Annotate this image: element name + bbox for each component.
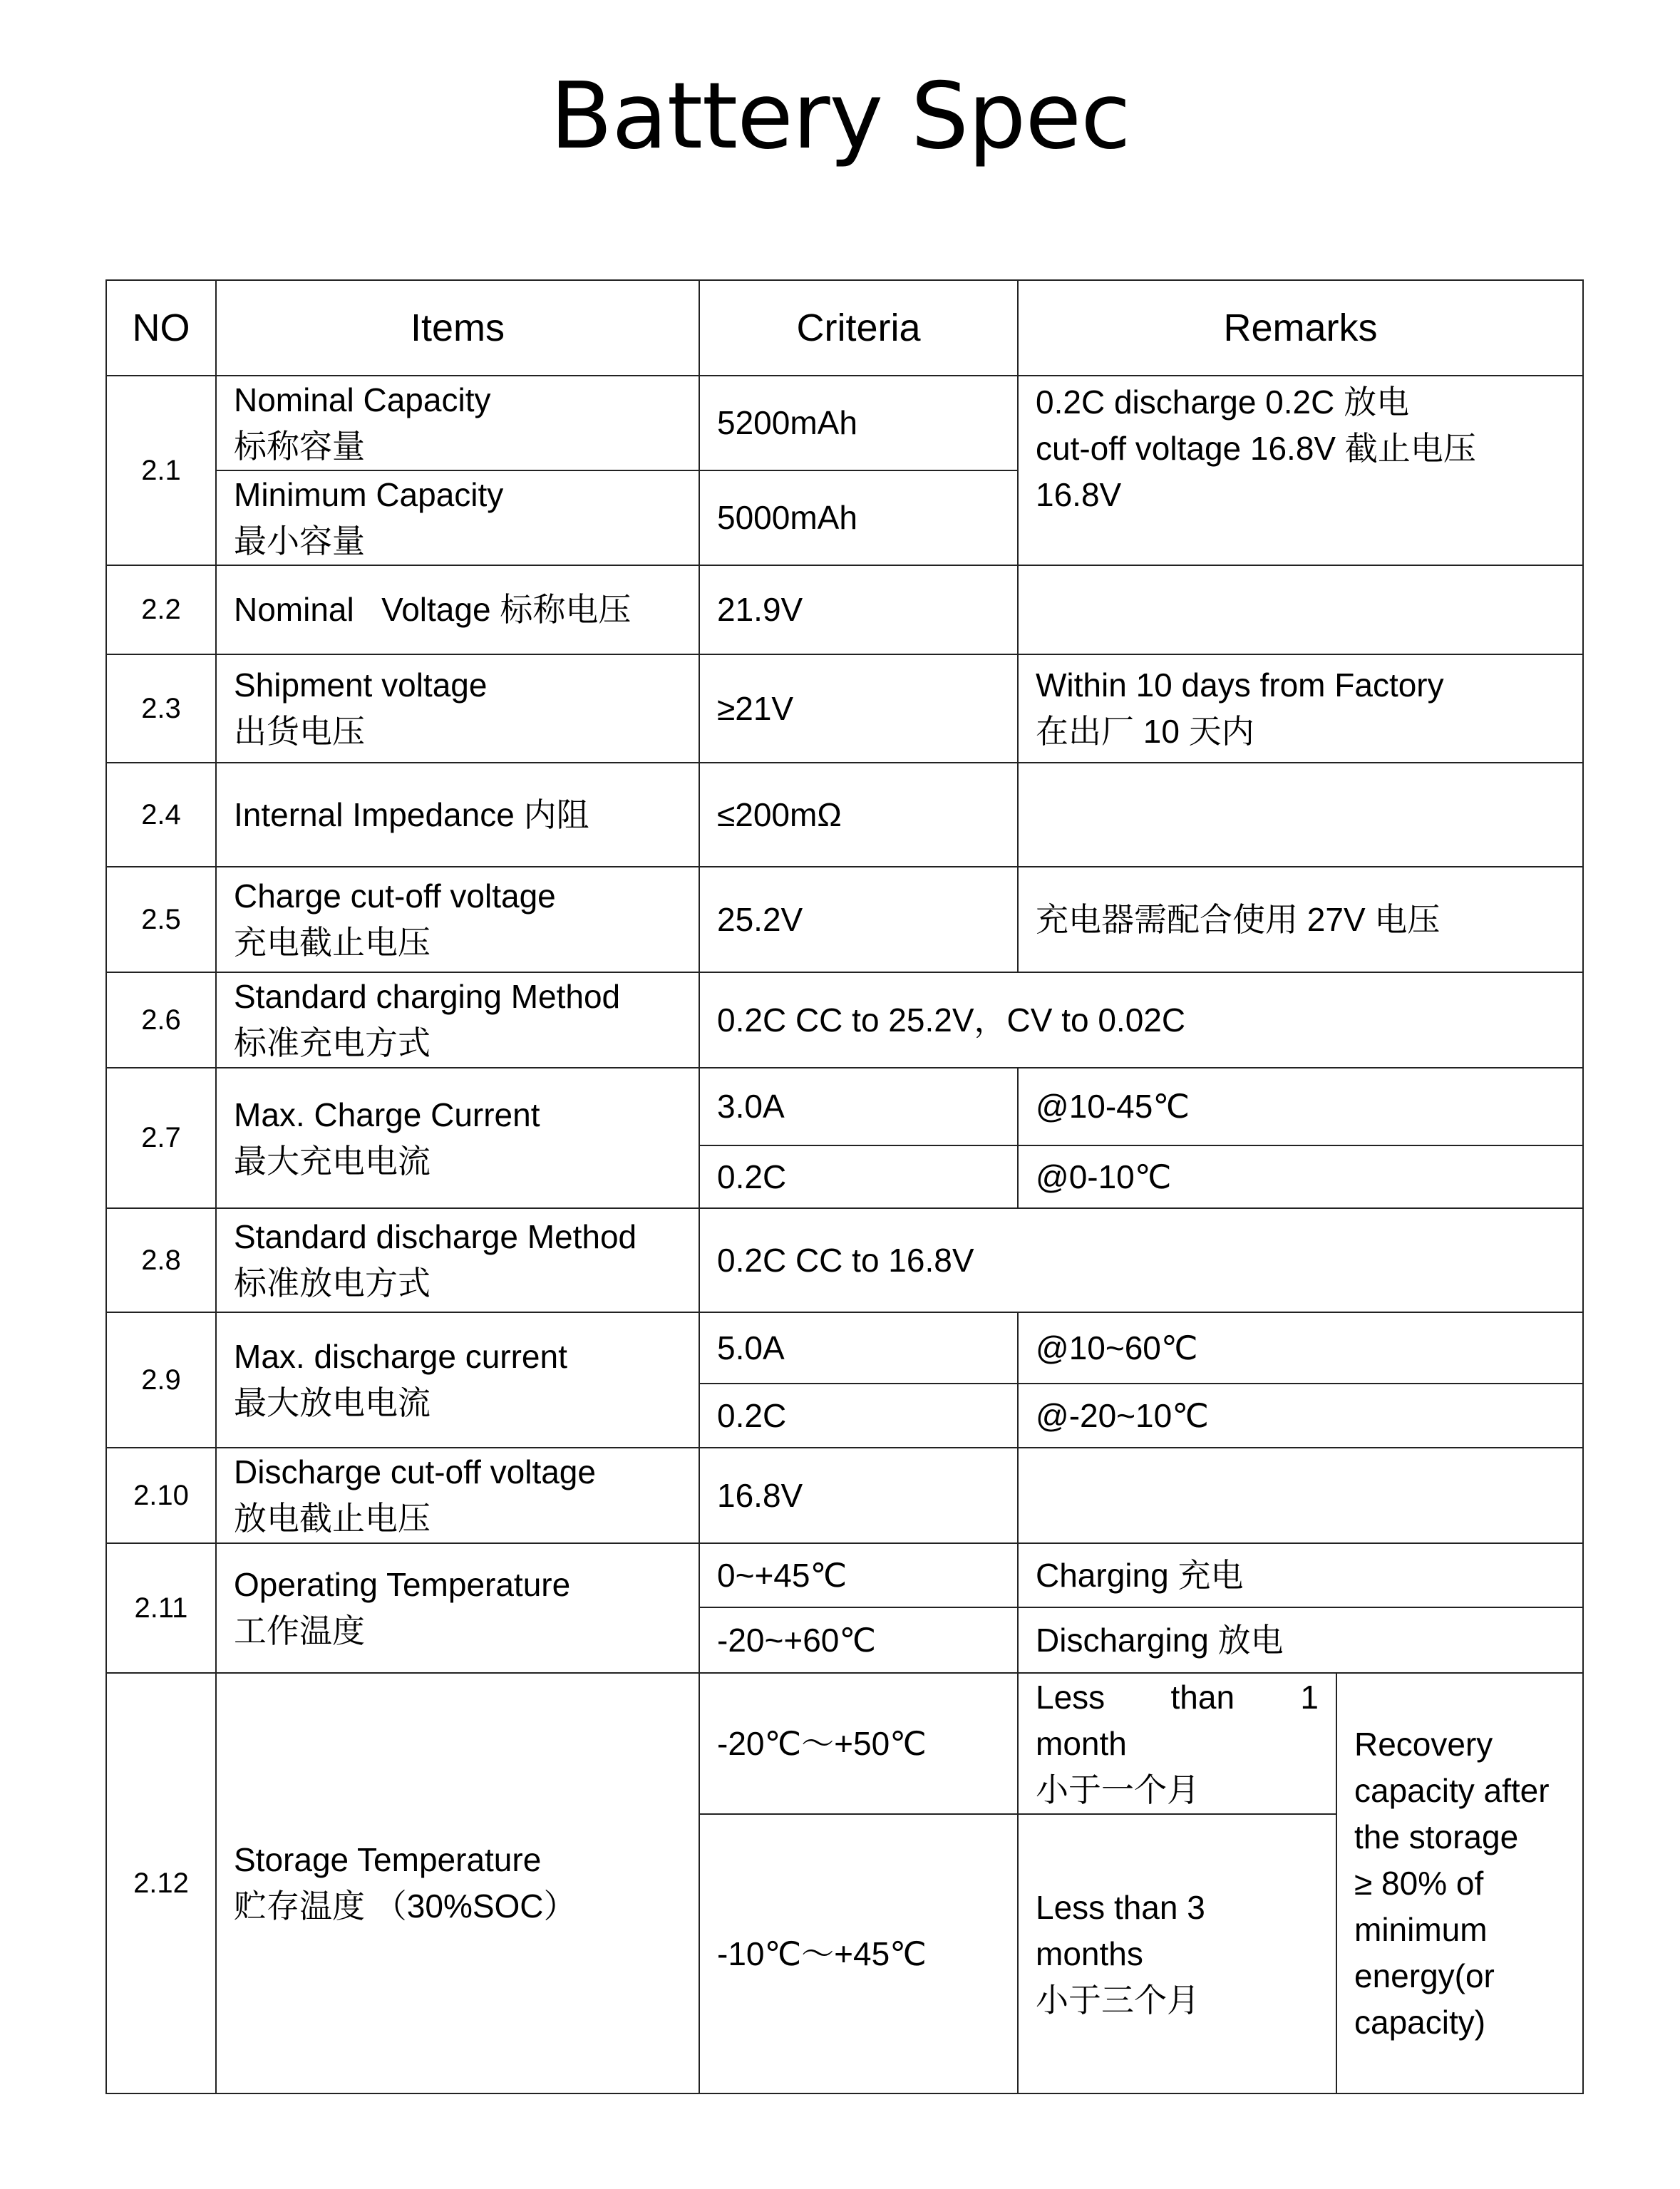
table-row	[106, 1448, 1583, 1543]
item-cell: Max. Charge Current 最大充电电流	[216, 1068, 699, 1208]
item-cell: Operating Temperature 工作温度	[216, 1543, 699, 1673]
remarks-cell: @-20~10℃	[1018, 1384, 1583, 1448]
table-row	[106, 565, 1583, 654]
row-number: 2.4	[106, 763, 216, 867]
table-row	[106, 867, 1583, 972]
item-cell: Standard charging Method 标准充电方式	[216, 972, 699, 1068]
remarks-cell: @0-10℃	[1018, 1145, 1583, 1208]
table-row	[106, 654, 1583, 763]
item-cell: Standard discharge Method 标准放电方式	[216, 1208, 699, 1312]
criteria-cell: ≥21V	[699, 654, 1018, 763]
remarks-cell: Within 10 days from Factory 在出厂 10 天内	[1018, 654, 1583, 763]
criteria-cell: 16.8V	[699, 1448, 1018, 1543]
criteria-cell: 0.2C CC to 16.8V	[699, 1208, 1583, 1312]
criteria-cell: -20℃～+50℃	[699, 1673, 1018, 1814]
item-cell: Shipment voltage 出货电压	[216, 654, 699, 763]
table-row	[106, 1312, 1583, 1384]
document-title: Battery Spec	[550, 63, 1130, 170]
item-cell: Nominal Voltage 标称电压	[216, 565, 699, 654]
table-row	[106, 1543, 1583, 1607]
item-cell: Max. discharge current 最大放电电流	[216, 1312, 699, 1448]
header-no: NO	[106, 280, 216, 376]
row-number: 2.2	[106, 565, 216, 654]
remarks-cell: Charging 充电	[1018, 1543, 1583, 1607]
table-header-row	[106, 280, 1583, 376]
remarks-cell: 0.2C discharge 0.2C 放电 cut-off voltage 16.8V 截止电压 16.8V	[1018, 376, 1583, 565]
row-number: 2.10	[106, 1448, 216, 1543]
criteria-cell: 25.2V	[699, 867, 1018, 972]
criteria-cell: 5200mAh	[699, 376, 1018, 470]
item-cell: Minimum Capacity 最小容量	[216, 470, 699, 565]
remarks-cell	[1018, 565, 1583, 654]
remarks-cell: Discharging 放电	[1018, 1607, 1583, 1673]
criteria-cell: 0.2C CC to 25.2V，CV to 0.02C	[699, 972, 1583, 1068]
remarks-cell: @10-45℃	[1018, 1068, 1583, 1145]
criteria-cell: ≤200mΩ	[699, 763, 1018, 867]
criteria-cell: 3.0A	[699, 1068, 1018, 1145]
table-row	[106, 763, 1583, 867]
table-row	[106, 376, 1583, 470]
item-cell: Charge cut-off voltage 充电截止电压	[216, 867, 699, 972]
remarks-cell: 充电器需配合使用 27V 电压	[1018, 867, 1583, 972]
criteria-cell: 0.2C	[699, 1145, 1018, 1208]
row-number: 2.6	[106, 972, 216, 1068]
item-cell: Storage Temperature 贮存温度 （30%SOC）	[216, 1673, 699, 2093]
item-cell: Internal Impedance 内阻	[216, 763, 699, 867]
criteria-cell: -20~+60℃	[699, 1607, 1018, 1673]
header-remarks: Remarks	[1018, 280, 1583, 376]
header-criteria: Criteria	[699, 280, 1018, 376]
storage-period-line: Less than 1	[1036, 1678, 1319, 1716]
header-items: Items	[216, 280, 699, 376]
table-row	[106, 1208, 1583, 1312]
row-number: 2.9	[106, 1312, 216, 1448]
row-number: 2.8	[106, 1208, 216, 1312]
battery-spec-table	[105, 279, 1584, 2094]
row-number: 2.7	[106, 1068, 216, 1208]
item-cell: Discharge cut-off voltage 放电截止电压	[216, 1448, 699, 1543]
storage-period-cell	[1018, 1673, 1336, 1814]
remarks-cell	[1018, 1448, 1583, 1543]
row-number: 2.12	[106, 1673, 216, 2093]
table-row	[106, 1673, 1583, 1814]
criteria-cell: 5.0A	[699, 1312, 1018, 1384]
criteria-cell: 0~+45℃	[699, 1543, 1018, 1607]
storage-period-cell: Less than 3 months 小于三个月	[1018, 1814, 1336, 2093]
row-number: 2.11	[106, 1543, 216, 1673]
remarks-cell: @10~60℃	[1018, 1312, 1583, 1384]
row-number: 2.1	[106, 376, 216, 565]
row-number: 2.5	[106, 867, 216, 972]
storage-period-rest: month 小于一个月	[1036, 1724, 1200, 1808]
recovery-note-cell: Recovery capacity after the storage ≥ 80% of minimum energy(or capacity)	[1336, 1673, 1583, 2093]
criteria-cell: 5000mAh	[699, 470, 1018, 565]
criteria-cell: 0.2C	[699, 1384, 1018, 1448]
table-row	[106, 1068, 1583, 1145]
remarks-cell	[1018, 763, 1583, 867]
criteria-cell: 21.9V	[699, 565, 1018, 654]
table-row	[106, 972, 1583, 1068]
item-cell: Nominal Capacity 标称容量	[216, 376, 699, 470]
criteria-cell: -10℃～+45℃	[699, 1814, 1018, 2093]
row-number: 2.3	[106, 654, 216, 763]
